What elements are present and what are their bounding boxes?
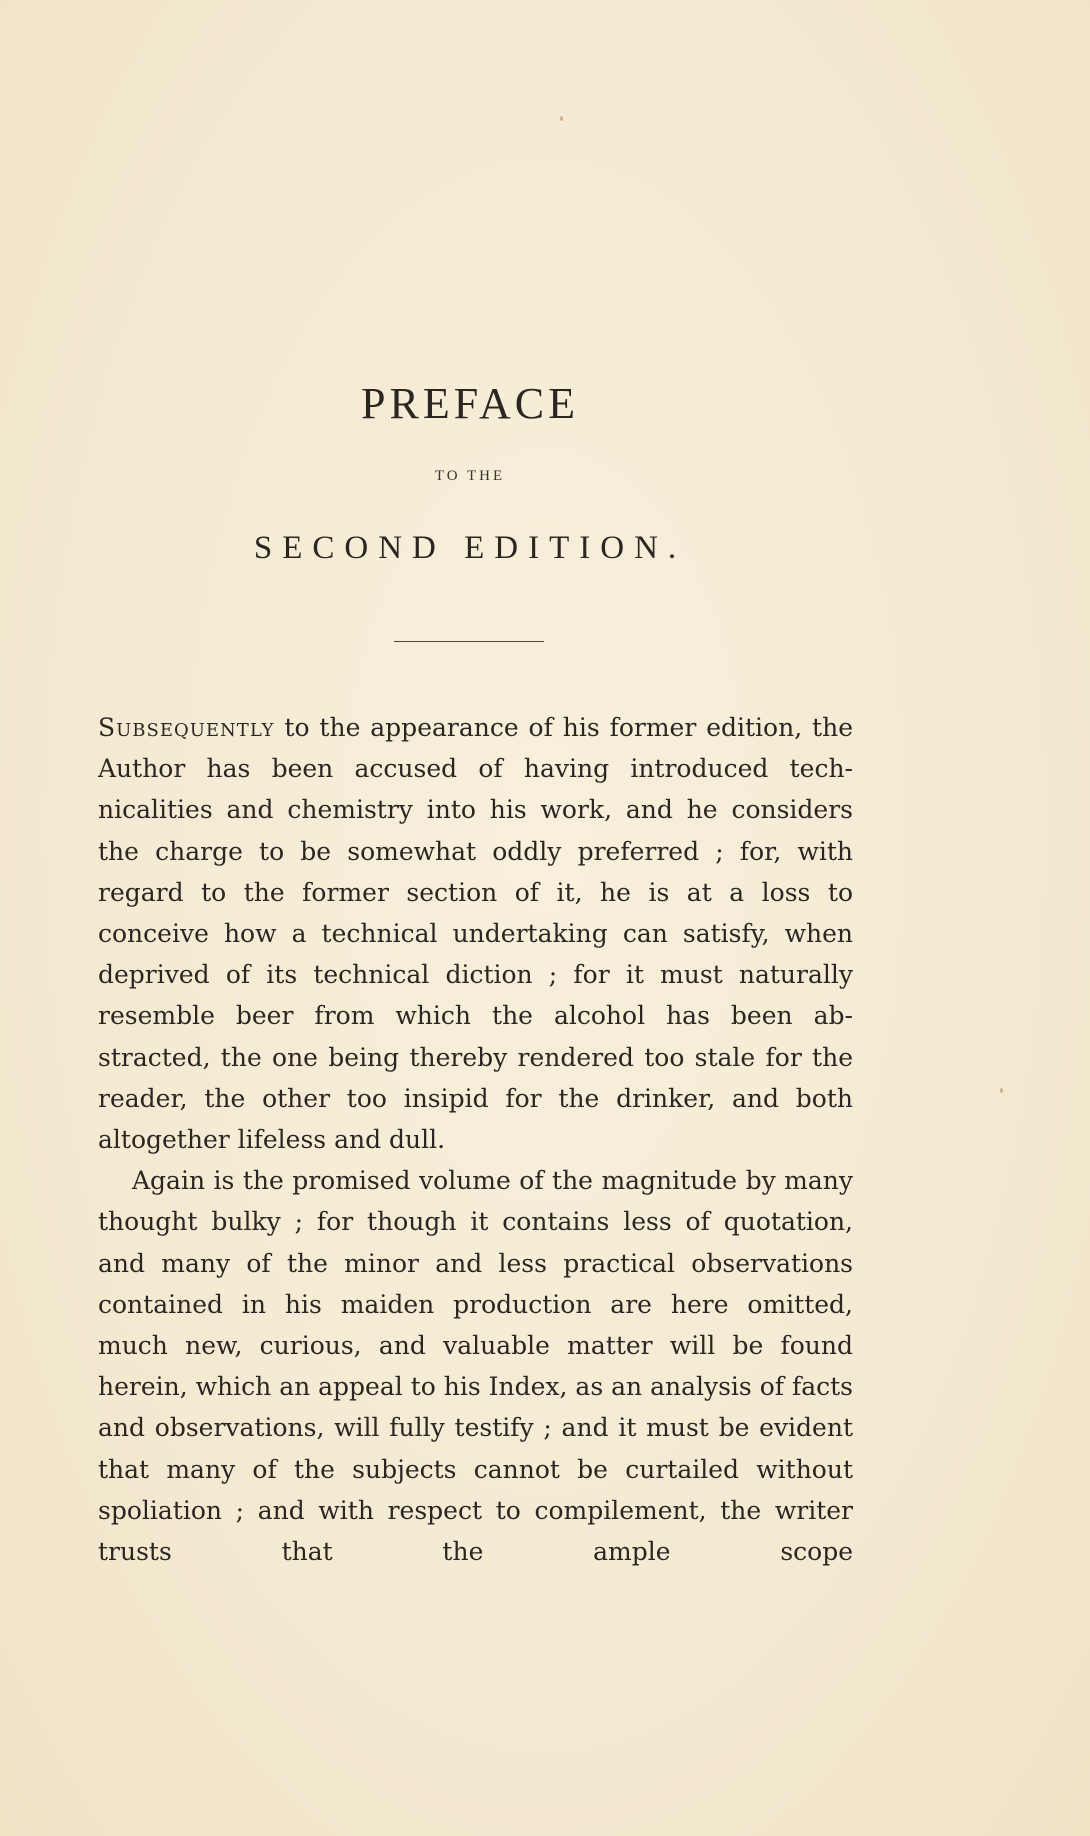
paragraph-1 (98, 707, 853, 1160)
edition-heading: SECOND EDITION. (253, 530, 687, 566)
preface-body (98, 707, 853, 1572)
paragraph-text: to the appearance of his former edition, the Author has been accused of having introduced tech- nicalities and chemistry into his work, and he considers the charge to be somewhat oddly preferred ; for, with regard to the former section of it, he is at a loss to conceive how a technical undertaking can satisfy, when deprived of its technical diction ; for it must naturally resemble beer from which the alcohol has been ab- stracted, the one being thereby rendered too stale for the reader, the other too insipid for the drinker, and both altogether lifeless and dull. (98, 713, 853, 1155)
paragraph-2 (98, 1160, 853, 1572)
page-subtitle: TO THE (434, 468, 506, 484)
paper-speck (560, 116, 563, 121)
paragraph-lead: Subsequently (98, 713, 275, 742)
page-title: PREFACE (361, 379, 579, 428)
paper-speck (1000, 1088, 1003, 1093)
divider-rule (394, 641, 544, 642)
paragraph-text: Again is the promised volume of the magnitude by many thought bulky ; for though it contains less of quotation, and many of the minor and less practical observations contained in his maiden production are here omitted, much new, curious, and valuable matter will be found herein, which an appeal to his Index, as an analysis of facts and observations, will fully testify ; and it must be evident that many of the subjects cannot be curtailed without spoliation ; and with respect to compilement, the writer trusts that the ample scope (98, 1166, 853, 1567)
